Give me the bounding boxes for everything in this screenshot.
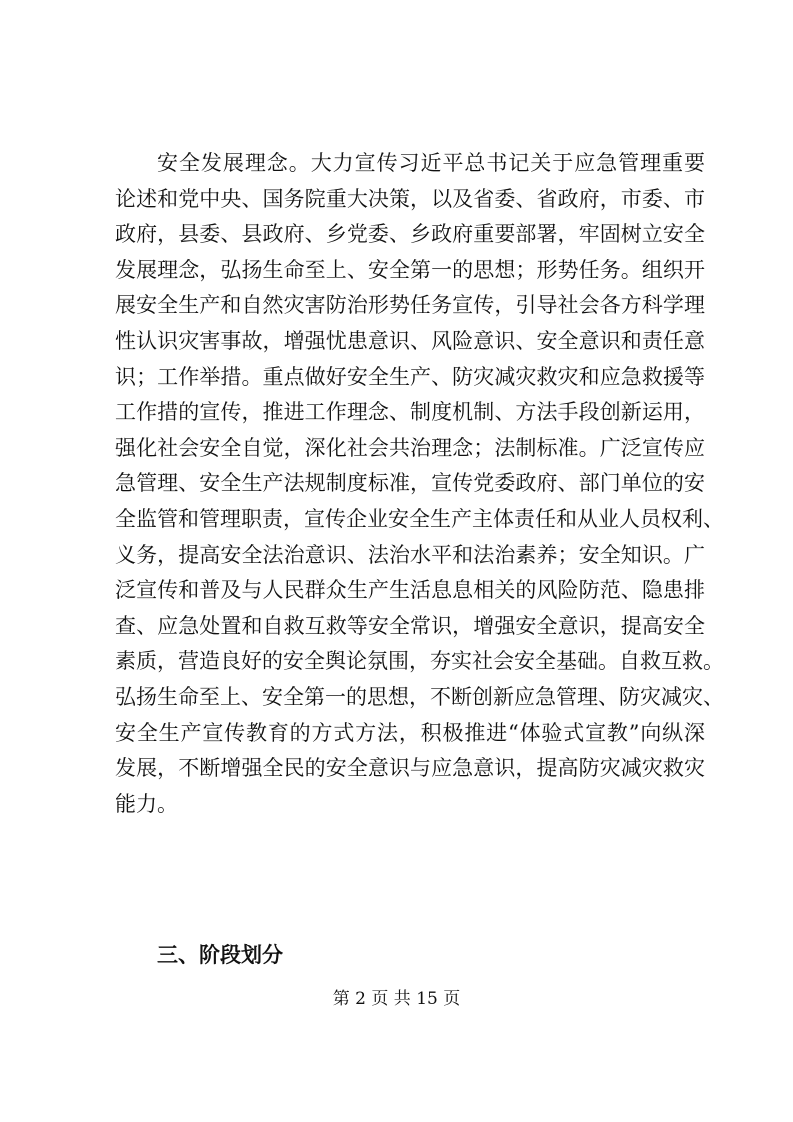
body-line: 政府，县委、县政府、乡党委、乡政府重要部署，牢固树立安全 [115,222,705,247]
body-line: 泛宣传和普及与人民群众生产生活息息相关的风险防范、隐患排 [115,578,705,603]
body-line: 展安全生产和自然灾害防治形势任务宣传，引导社会各方科学理 [115,293,705,318]
body-line: 工作措的宣传，推进工作理念、制度机制、方法手段创新运用， [115,400,705,425]
body-line: 全监管和管理职责，宣传企业安全生产主体责任和从业人员权利、 [115,506,724,531]
body-line: 安全发展理念。大力宣传习近平总书记关于应急管理重要 [157,151,705,175]
body-line: 义务，提高安全法治意识、法治水平和法治素养；安全知识。广 [115,542,705,567]
body-line: 安全生产宣传教育的方式方法，积极推进“体验式宣教”向纵深 [115,720,705,745]
body-line: 发展理念，弘扬生命至上、安全第一的思想；形势任务。组织开 [115,257,705,282]
body-line: 论述和党中央、国务院重大决策，以及省委、省政府，市委、市 [115,186,705,211]
body-line: 查、应急处置和自救互救等安全常识，增强安全意识，提高安全 [115,613,705,638]
body-line: 素质，营造良好的安全舆论氛围，夯实社会安全基础。自救互救。 [115,649,724,674]
page-number-footer: 第 2 页 共 15 页 [332,989,461,1009]
body-line: 性认识灾害事故，增强忧患意识、风险意识、安全意识和责任意 [115,328,705,353]
body-paragraph [115,146,724,822]
body-line: 急管理、安全生产法规制度标准，宣传党委政府、部门单位的安 [115,471,705,496]
body-line: 弘扬生命至上、安全第一的思想，不断创新应急管理、防灾减灾、 [115,684,724,709]
body-line: 强化社会安全自觉，深化社会共治理念；法制标准。广泛宣传应 [115,435,705,460]
body-line: 发展，不断增强全民的安全意识与应急意识，提高防灾减灾救灾 [115,756,705,781]
body-line: 能力。 [115,791,178,816]
section-heading: 三、阶段划分 [157,943,283,967]
body-line: 识；工作举措。重点做好安全生产、防灾减灾救灾和应急救援等 [115,364,705,389]
